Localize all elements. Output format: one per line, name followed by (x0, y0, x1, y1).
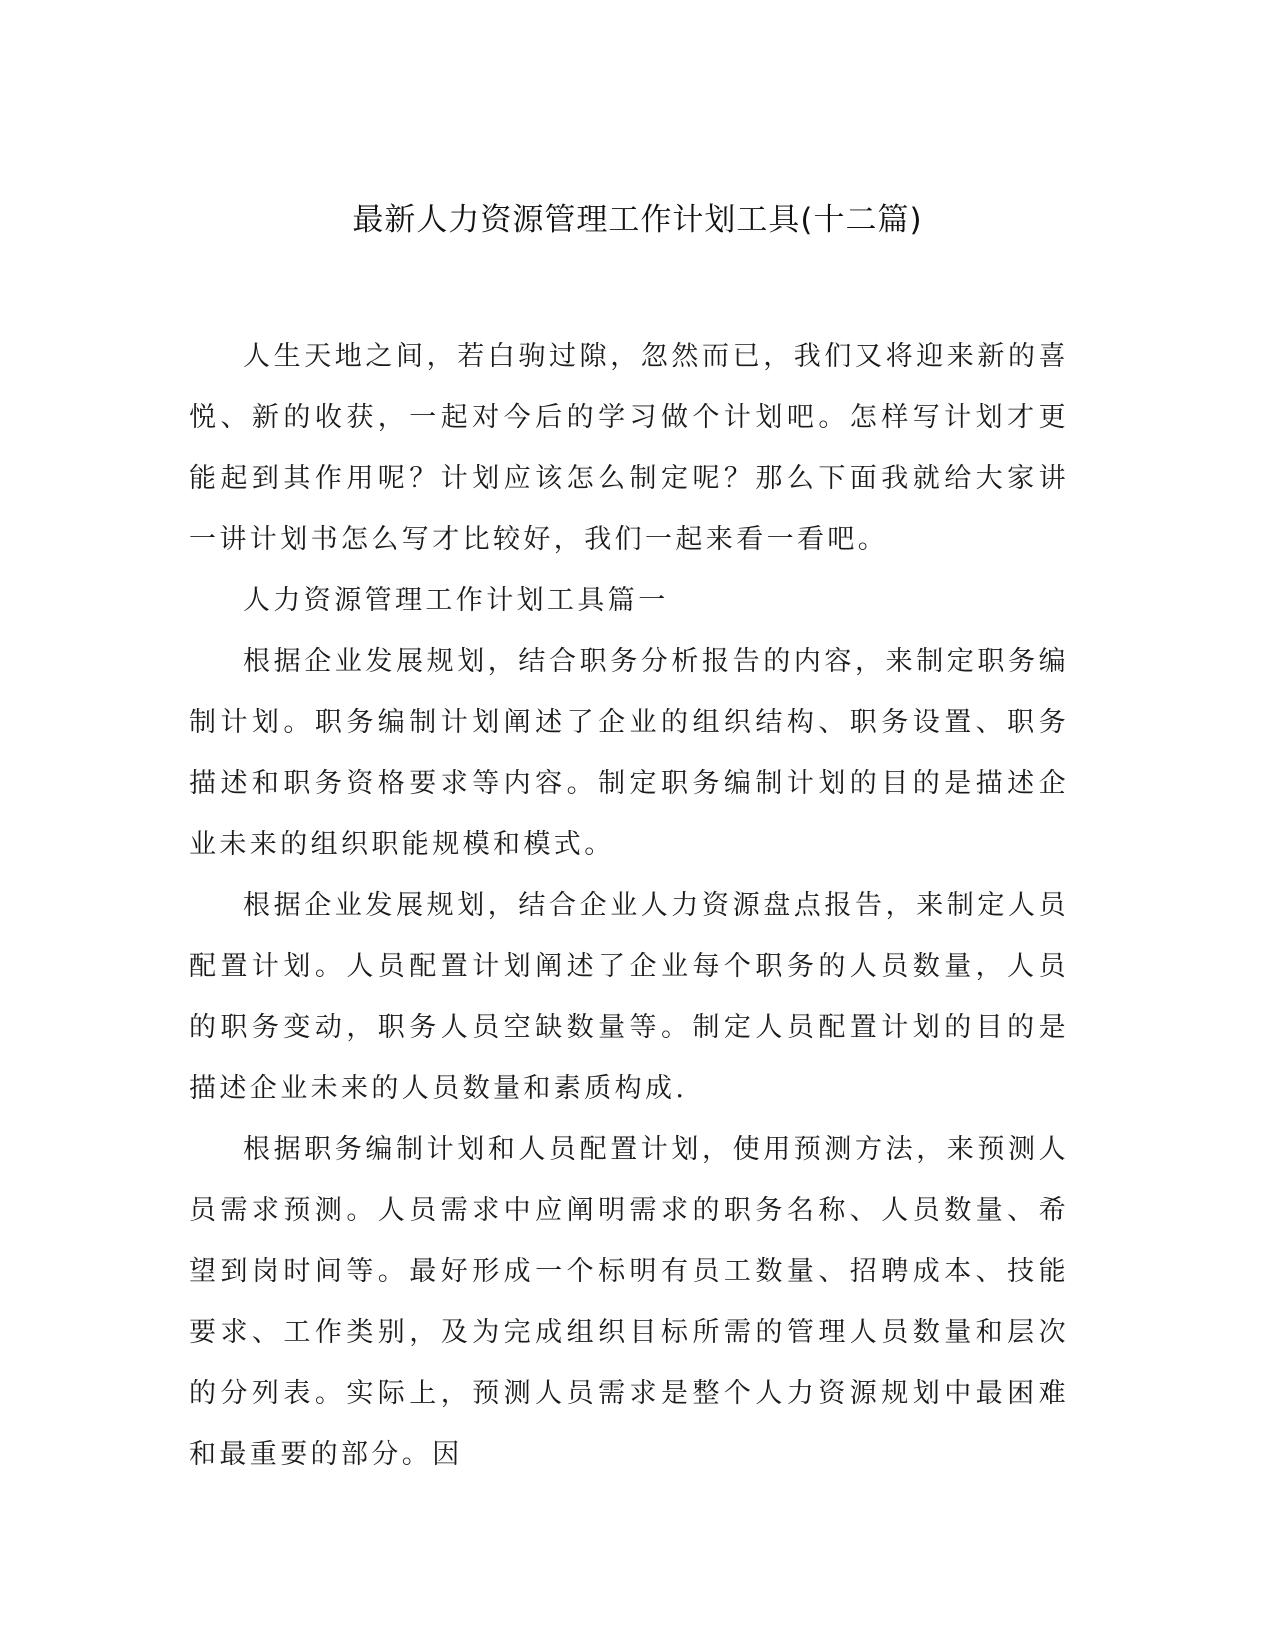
paragraph-job-establishment: 根据企业发展规划，结合职务分析报告的内容，来制定职务编制计划。职务编制计划阐述了企业的组织结构、职务设置、职务描述和职务资格要求等内容。制定职务编制计划的目的是描述企业未来的组织职能规模和模式。 (189, 646, 1069, 860)
paragraph-staffing-plan: 根据企业发展规划，结合企业人力资源盘点报告，来制定人员配置计划。人员配置计划阐述了企业每个职务的人员数量，人员的职务变动，职务人员空缺数量等。制定人员配置计划的目的是描述企业未来的人员数量和素质构成. (189, 890, 1069, 1104)
paragraph-intro: 人生天地之间，若白驹过隙，忽然而已，我们又将迎来新的喜悦、新的收获，一起对今后的学习做个计划吧。怎样写计划才更能起到其作用呢？计划应该怎么制定呢？那么下面我就给大家讲一讲计划书怎么写才比较好，我们一起来看一看吧。 (189, 341, 1069, 555)
document-body (189, 326, 1069, 1485)
document-title: 最新人力资源管理工作计划工具(十二篇) (352, 202, 923, 238)
paragraph-demand-forecast: 根据职务编制计划和人员配置计划，使用预测方法，来预测人员需求预测。人员需求中应阐明需求的职务名称、人员数量、希望到岗时间等。最好形成一个标明有员工数量、招聘成本、技能要求、工作类别，及为完成组织目标所需的管理人员数量和层次的分列表。实际上，预测人员需求是整个人力资源规划中最困难和最重要的部分。因 (189, 1134, 1069, 1470)
section-heading: 人力资源管理工作计划工具篇一 (243, 585, 669, 616)
